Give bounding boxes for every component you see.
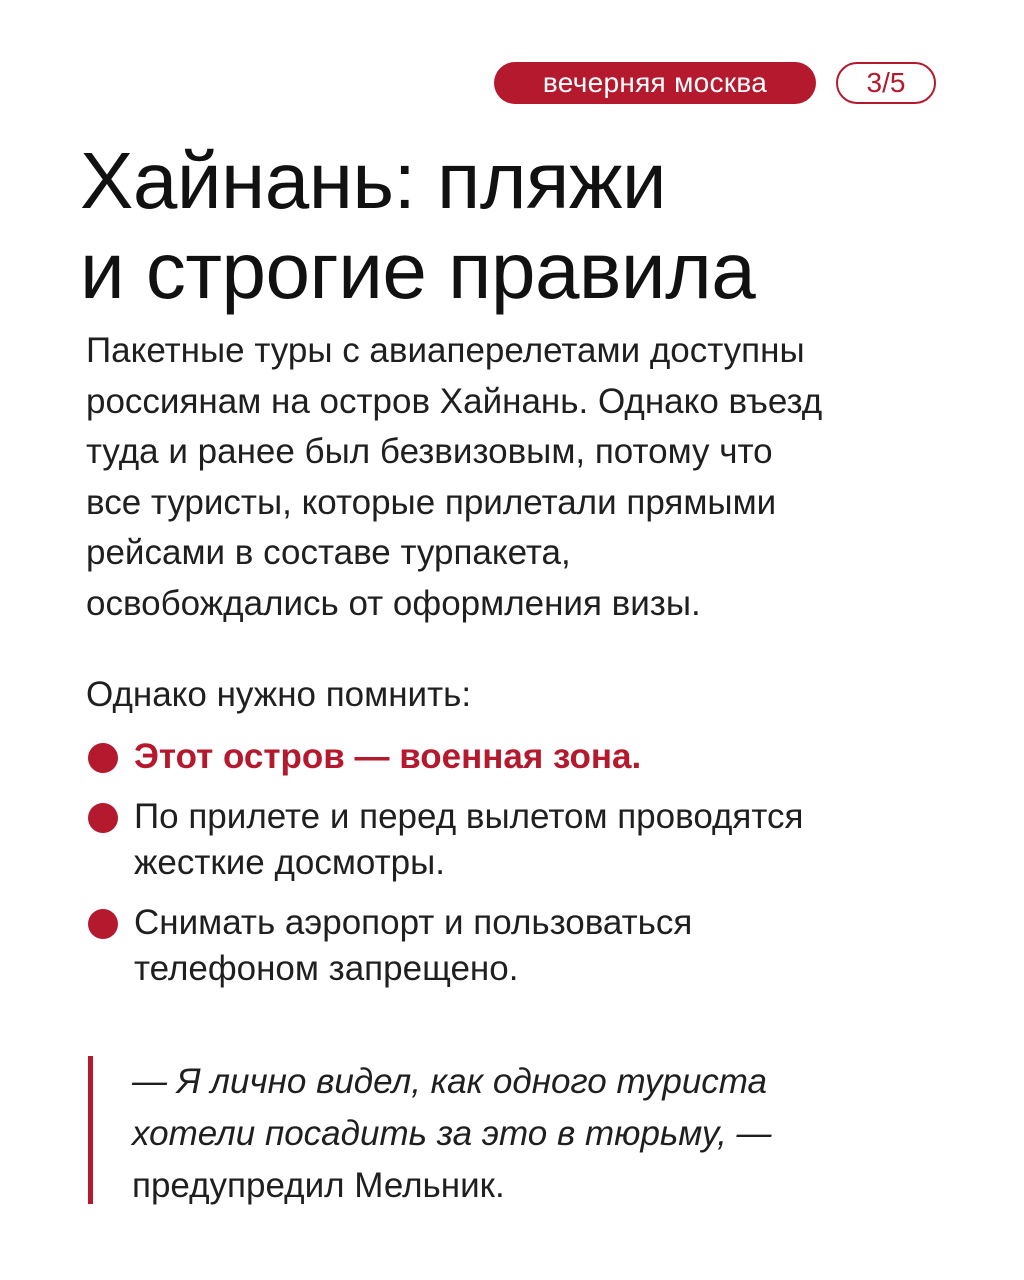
quote-bar — [88, 1056, 93, 1204]
intro-line: туда и ранее был безвизовым, потому что — [86, 432, 773, 472]
bullet-dot-icon — [88, 803, 118, 833]
bullet-line: Снимать аэропорт и пользоваться — [134, 903, 693, 942]
quote-text: — Я лично видел, как одного туриста — [132, 1062, 768, 1101]
bullet-text — [134, 797, 803, 882]
page-counter: 3/5 — [836, 62, 936, 104]
intro-line: все туристы, которые прилетали прямыми — [86, 482, 777, 522]
quote-block — [88, 1056, 948, 1204]
bullet-text — [134, 903, 692, 988]
intro-line: Пакетные туры с авиаперелетами доступны — [86, 331, 805, 370]
intro-paragraph — [86, 326, 946, 630]
title-line-1: Хайнань: пляжи — [80, 136, 667, 225]
list-item — [86, 734, 946, 780]
bullet-line: жесткие досмотры. — [134, 843, 445, 882]
page-title — [80, 136, 960, 316]
bullet-line: По прилете и перед вылетом проводятся — [134, 797, 804, 836]
bullet-dot-icon — [88, 743, 118, 773]
bullet-line: телефоном запрещено. — [134, 949, 519, 988]
bullet-text: Этот остров — военная зона. — [134, 737, 642, 776]
intro-line: освобождались от оформления визы. — [86, 583, 701, 623]
intro-line: рейсами в составе турпакета, — [86, 533, 571, 573]
quote-text: хотели посадить за это в тюрьму, — — [132, 1114, 772, 1153]
title-line-2: и строгие правила — [80, 226, 756, 315]
list-item — [86, 794, 946, 886]
brand-badge: вечерняя москва — [494, 62, 816, 104]
reminder-heading: Однако нужно помнить: — [86, 675, 472, 714]
quote-body — [132, 1056, 932, 1212]
list-item — [86, 900, 946, 992]
bullet-dot-icon — [88, 909, 118, 939]
rules-list — [86, 734, 946, 1006]
intro-line: россиянам на остров Хайнань. Однако въезд — [86, 381, 823, 421]
quote-attribution: предупредил Мельник. — [132, 1166, 505, 1205]
